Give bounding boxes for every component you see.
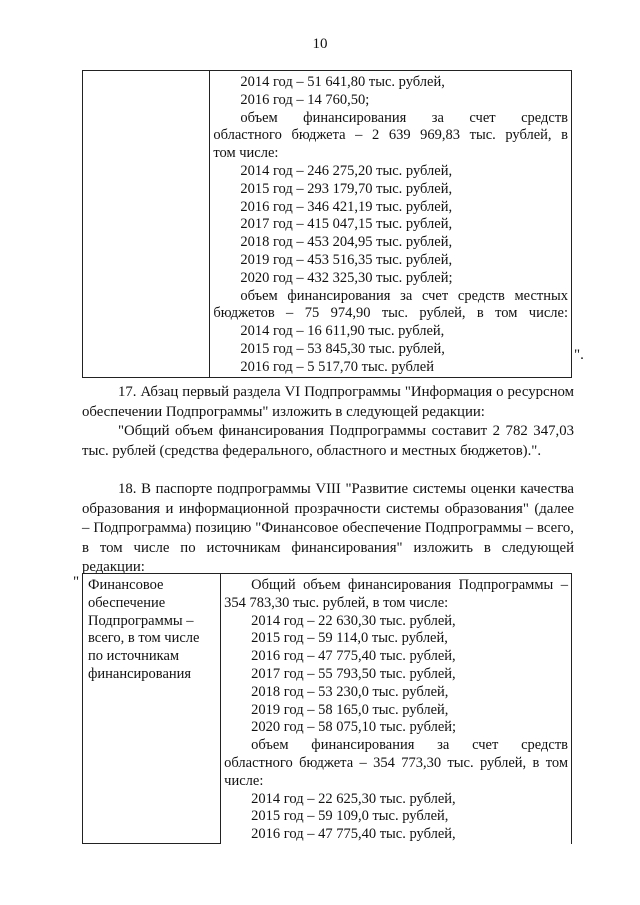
table-right-cell: [221, 574, 572, 844]
table-line: объем финансирования за счет средств местных: [240, 287, 568, 304]
table-line: числе:: [224, 772, 264, 789]
table-left-cell-label: [83, 574, 221, 844]
table-line: 2014 год – 22 625,30 тыс. рублей,: [251, 790, 456, 807]
table-line: 2020 год – 58 075,10 тыс. рублей;: [251, 719, 457, 736]
funding-table-continued: [82, 70, 572, 378]
table-line: том числе:: [213, 145, 279, 162]
table-line: объем финансирования за счет средств: [240, 109, 568, 126]
table-line: 2017 год – 415 047,15 тыс. рублей,: [240, 216, 453, 233]
opening-quote-mark: ": [73, 574, 80, 590]
table-line: бюджетов – 75 974,90 тыс. рублей, в том числе:: [213, 305, 568, 322]
table-line: областного бюджета – 354 773,30 тыс. рублей, в том: [224, 754, 568, 771]
table-line: Общий объем финансирования Подпрограммы –: [251, 577, 568, 593]
table-line: 2019 год – 58 165,0 тыс. рублей,: [251, 701, 449, 718]
closing-quote-mark: ".: [574, 347, 584, 363]
table-line: 2014 год – 16 611,90 тыс. рублей,: [240, 323, 445, 340]
table-line: 2016 год – 14 760,50;: [240, 91, 370, 108]
table-line: 2017 год – 55 793,50 тыс. рублей,: [251, 665, 456, 682]
table-line: объем финансирования за счет средств: [251, 737, 568, 754]
page-number: 10: [312, 36, 328, 52]
paragraph-17-quote: "Общий объем финансирования Подпрограммы составит 2 782 347,03 тыс. рублей (средства федерального, областного и местных бюджетов).".: [82, 423, 574, 459]
table-line: 2015 год – 293 179,70 тыс. рублей,: [240, 180, 453, 197]
paragraph-18: 18. В паспорте подпрограммы VIII "Развитие системы оценки качества образования и информационной прозрачности системы образования" (далее – Подпрограмма) позицию "Финансовое обеспечение Подпрограммы – всего, в том числе по источникам финансирования" изложить в следующей редакции:: [82, 481, 574, 575]
table-line: 2015 год – 59 114,0 тыс. рублей,: [251, 630, 448, 647]
table-line: 2014 год – 22 630,30 тыс. рублей,: [251, 612, 456, 629]
table-line: 2014 год – 246 275,20 тыс. рублей,: [240, 162, 453, 179]
table-line: 2015 год – 59 109,0 тыс. рублей,: [251, 808, 449, 825]
table-line: 2015 год – 53 845,30 тыс. рублей,: [240, 340, 445, 357]
table-left-cell-empty: [83, 71, 210, 378]
table-line: 2018 год – 53 230,0 тыс. рублей,: [251, 683, 449, 700]
table-line: 2016 год – 5 517,70 тыс. рублей: [240, 358, 434, 375]
paragraph-17-intro: 17. Абзац первый раздела VI Подпрограммы "Информация о ресурсном обеспечении Подпрограммы" изложить в следующей редакции:: [82, 384, 574, 420]
funding-table-subprogram-viii: [82, 573, 572, 844]
table-line: 2018 год – 453 204,95 тыс. рублей,: [240, 234, 453, 251]
table-line: 2020 год – 432 325,30 тыс. рублей;: [240, 269, 453, 286]
table-line: 2016 год – 346 421,19 тыс. рублей,: [240, 198, 453, 215]
table-line: областного бюджета – 2 639 969,83 тыс. рублей, в: [213, 127, 568, 144]
table-line: 2016 год – 47 775,40 тыс. рублей,: [251, 826, 456, 843]
table-line: 354 783,30 тыс. рублей, в том числе:: [224, 594, 449, 611]
table-line: 2019 год – 453 516,35 тыс. рублей,: [240, 251, 453, 268]
table-right-cell: [210, 71, 572, 378]
table-line: 2014 год – 51 641,80 тыс. рублей,: [240, 74, 445, 90]
funding-label: Финансовое обеспечение Подпрограммы – всего, в том числе по источникам финансирования: [88, 577, 200, 682]
table-line: 2016 год – 47 775,40 тыс. рублей,: [251, 648, 456, 665]
